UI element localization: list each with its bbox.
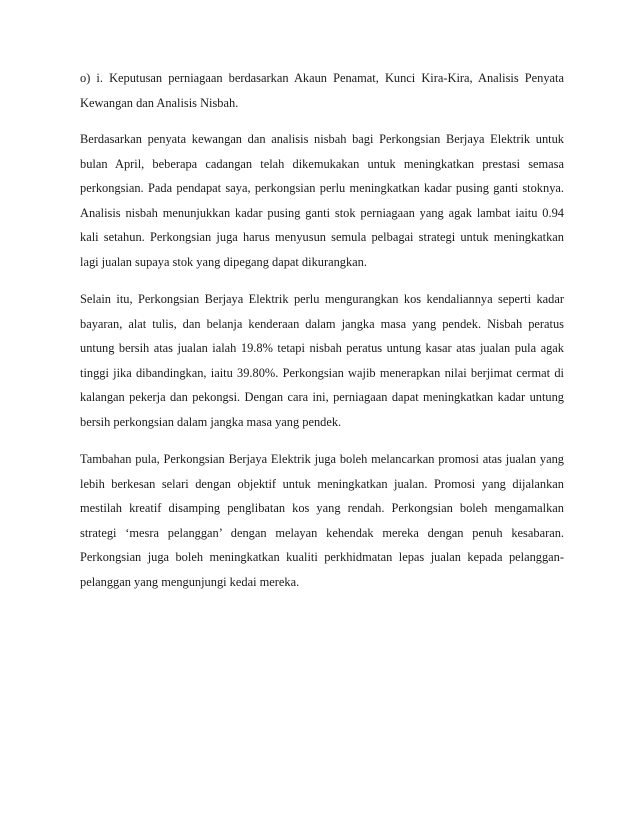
document-body [80,66,564,607]
section-heading: o) i. Keputusan perniagaan berdasarkan Akaun Penamat, Kunci Kira-Kira, Analisis Penyata Kewangan dan Analisis Nisbah. [80,71,564,110]
paragraph-3: Tambahan pula, Perkongsian Berjaya Elektrik juga boleh melancarkan promosi atas jualan yang lebih berkesan selari dengan objektif untuk meningkatkan jualan. Promosi yang dijalankan mestilah kreatif disamping penglibatan kos yang rendah. Perkongsian boleh mengamalkan strategi ‘mesra pelanggan’ dengan melayan kehendak mereka dengan penuh kesabaran. Perkongsian juga boleh meningkatkan kualiti perkhidmatan lepas jualan kepada pelanggan-pelanggan yang mengunjungi kedai mereka. [80,452,564,589]
paragraph-1: Berdasarkan penyata kewangan dan analisis nisbah bagi Perkongsian Berjaya Elektrik untuk bulan April, beberapa cadangan telah dikemukakan untuk meningkatkan prestasi semasa perkongsian. Pada pendapat saya, perkongsian perlu meningkatkan kadar pusing ganti stoknya. Analisis nisbah menunjukkan kadar pusing ganti stok perniagaan yang agak lambat iaitu 0.94 kali setahun. Perkongsian juga harus menyusun semula pelbagai strategi untuk meningkatkan lagi jualan supaya stok yang dipegang dapat dikurangkan. [80,132,564,269]
paragraph-2: Selain itu, Perkongsian Berjaya Elektrik perlu mengurangkan kos kendaliannya seperti kadar bayaran, alat tulis, dan belanja kenderaan dalam jangka masa yang pendek. Nisbah peratus untung bersih atas jualan ialah 19.8% tetapi nisbah peratus untung kasar atas jualan pula agak tinggi jika dibandingkan, iaitu 39.80%. Perkongsian wajib menerapkan nilai berjimat cermat di kalangan pekerja dan pekongsi. Dengan cara ini, perniagaan dapat meningkatkan kadar untung bersih perkongsian dalam jangka masa yang pendek. [80,292,564,429]
